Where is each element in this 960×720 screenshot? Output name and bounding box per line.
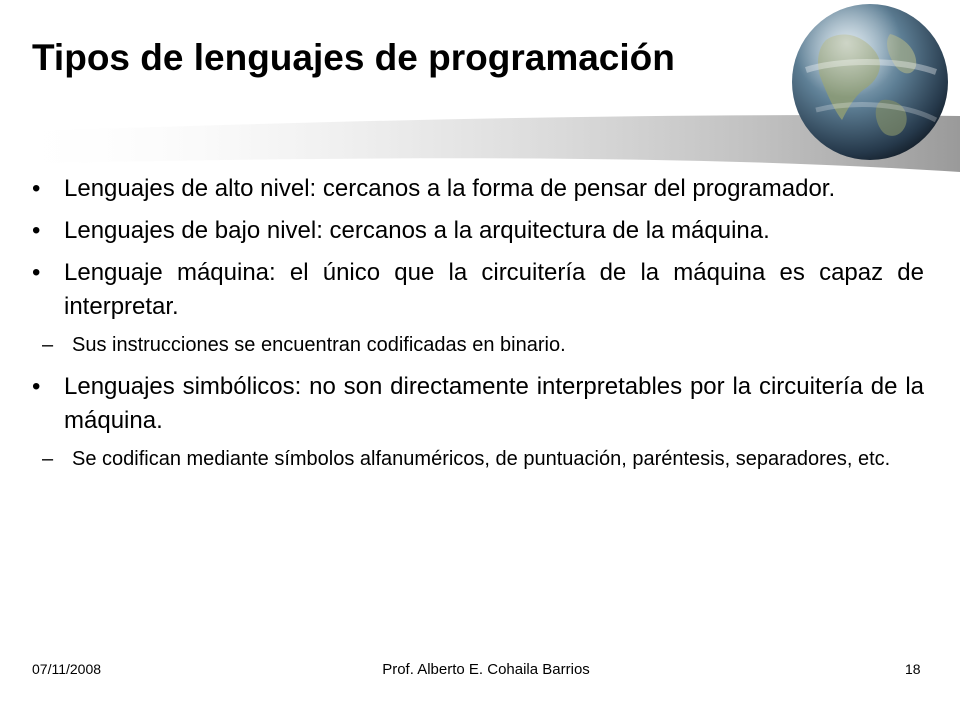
footer-date: 07/11/2008 <box>32 661 102 677</box>
slide-title: Tipos de lenguajes de programación <box>32 37 675 78</box>
globe-icon <box>786 0 954 168</box>
bullet-marker: • <box>32 259 41 286</box>
bullet-marker: • <box>32 373 41 400</box>
bullet-item <box>32 172 924 206</box>
bullet-text: Lenguajes simbólicos: no son directamente interpretables por la circuitería de la máquina. <box>64 373 924 434</box>
sub-bullet-item <box>0 446 924 472</box>
sub-bullet-marker: – <box>42 334 54 356</box>
bullet-text: Lenguaje máquina: el único que la circuitería de la máquina es capaz de interpretar. <box>64 259 924 320</box>
slide-number: 18 <box>905 661 921 677</box>
bullet-text: Lenguajes de alto nivel: cercanos a la forma de pensar del programador. <box>64 175 836 202</box>
bullet-text: Lenguajes de bajo nivel: cercanos a la arquitectura de la máquina. <box>64 217 770 244</box>
bullet-item <box>32 214 924 248</box>
sub-bullet-marker: – <box>42 448 54 470</box>
bullet-list <box>32 172 924 484</box>
sub-bullet-text: Sus instrucciones se encuentran codificadas en binario. <box>72 334 566 356</box>
sub-bullet-item <box>0 332 924 358</box>
bullet-marker: • <box>32 175 41 202</box>
sub-bullet-text: Se codifican mediante símbolos alfanuméricos, de puntuación, paréntesis, separadores, etc. <box>72 448 891 470</box>
bullet-item <box>32 370 924 438</box>
bullet-item <box>32 256 924 324</box>
footer-author: Prof. Alberto E. Cohaila Barrios <box>382 661 590 678</box>
bullet-marker: • <box>32 217 41 244</box>
